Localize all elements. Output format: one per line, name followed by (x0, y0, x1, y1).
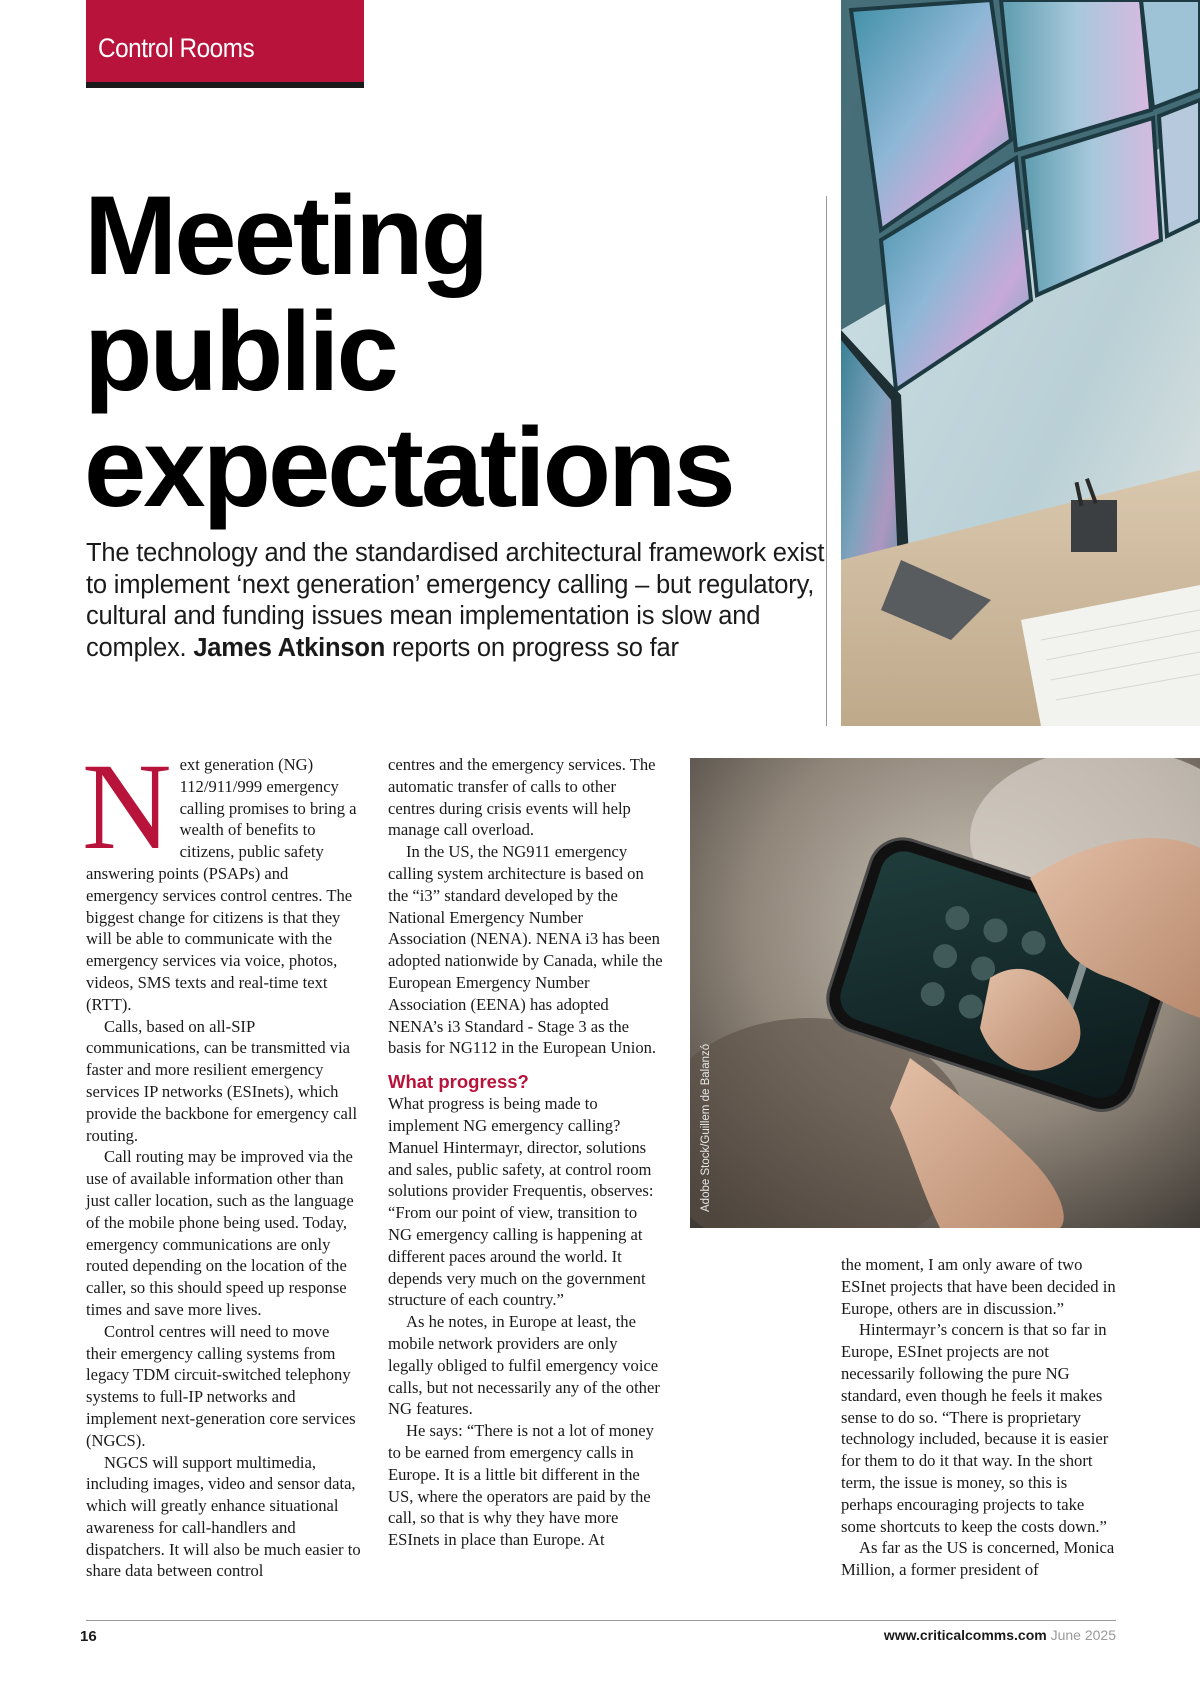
body-column-1 (82, 738, 362, 1582)
section-tag (86, 0, 364, 88)
standfirst-text: The technology and the standardised architectural framework exist to implement ‘next generation’ emergency calling – but regulatory, cultural and funding issues mean implementation is slow and complex. (86, 539, 825, 662)
body-paragraph: As he notes, in Europe at least, the mobile network providers are only legally obliged to fulfil emergency voice calls, but not necessarily any of the other NG features. (388, 1312, 660, 1419)
body-column-3 (841, 1254, 1117, 1581)
phone-photo-emergency-call (690, 758, 1200, 1228)
hero-photo-control-room (841, 0, 1200, 726)
footer-divider (86, 1620, 1116, 1621)
section-label: Control Rooms (98, 33, 255, 63)
footer-info (884, 1627, 1116, 1643)
body-paragraph: Call routing may be improved via the use of available information other than just caller location, such as the language of the mobile phone being used. Today, emergency communications are only routed depending on the location of the caller, so this should speed up response times and save more lives. (86, 1147, 354, 1319)
body-column-2 (388, 754, 664, 1551)
page-number: 16 (80, 1628, 97, 1645)
vertical-divider (826, 196, 827, 726)
body-paragraph: In the US, the NG911 emergency calling system architecture is based on the “i3” standard developed by the National Emergency Number Association (NENA). NENA i3 has been adopted nationwide by Canada, while the European Emergency Number Association (EENA) has adopted NENA’s i3 Standard - Stage 3 as the basis for NG112 in the European Union. (388, 842, 663, 1058)
headline (84, 173, 733, 530)
drop-cap: N (82, 738, 172, 875)
headline-line-3: expectations (84, 405, 733, 530)
headline-line-2: public (84, 289, 396, 414)
body-paragraph: Next generation (NG) 112/911/999 emergency calling promises to bring a wealth of benefits to citizens, public safety answering points (PSAPs) and emergency services control centres. The biggest change for citizens is that they will be able to communicate with the emergency services via voice, photos, videos, SMS texts and real-time text (RTT). (82, 738, 357, 1014)
body-paragraph: Calls, based on all-SIP communications, can be transmitted via faster and more resilient emergency services IP networks (ESInets), which provide the backbone for emergency call routing. (86, 1016, 358, 1145)
site-url: www.criticalcomms.com (883, 1627, 1047, 1643)
body-paragraph: Hintermayr’s concern is that so far in Europe, ESInet projects are not necessarily following the pure NG standard, even though he feels it makes sense to do so. “There is proprietary technology included, because it is easier for them to do it that way. In the short term, the issue is money, so this is perhaps encouraging projects to take some shortcuts to keep the costs down.” (841, 1320, 1109, 1536)
photo-credit: Adobe Stock/Guillem de Balanzó (700, 1043, 712, 1212)
subhead: What progress? (388, 1071, 529, 1093)
standfirst (86, 538, 826, 664)
body-paragraph: Control centres will need to move their emergency calling systems from legacy TDM circuit-switched telephony systems to full-IP networks and implement next-generation core services (NGCS). (86, 1321, 356, 1450)
standfirst-tail: reports on progress so far (392, 633, 679, 662)
body-paragraph: centres and the emergency services. The automatic transfer of calls to other centres during crisis events will help manage call overload. (388, 755, 656, 840)
issue-date: June 2025 (1050, 1627, 1116, 1643)
headline-line-1: Meeting (84, 173, 487, 298)
body-paragraph: What progress is being made to implement NG emergency calling? Manuel Hintermayr, director, solutions and sales, public safety, at control room solutions provider Frequentis, observes: “From our point of view, transition to NG emergency calling is happening at different paces around the world. It depends very much on the government structure of each country.” (388, 1094, 654, 1310)
body-paragraph: the moment, I am only aware of two ESInet projects that have been decided in Europe, others are in discussion.” (841, 1255, 1116, 1318)
body-paragraph: As far as the US is concerned, Monica Million, a former president of (841, 1538, 1115, 1580)
author-name: James Atkinson (193, 633, 386, 662)
body-paragraph: NGCS will support multimedia, including images, video and sensor data, which will greatly enhance situational awareness for call-handlers and dispatchers. It will also be much easier to share data between control (86, 1452, 361, 1581)
body-paragraph: He says: “There is not a lot of money to be earned from emergency calls in Europe. It is a little bit different in the US, where the operators are paid by the call, so that is why they have more ESInets in place than Europe. At (388, 1421, 654, 1550)
